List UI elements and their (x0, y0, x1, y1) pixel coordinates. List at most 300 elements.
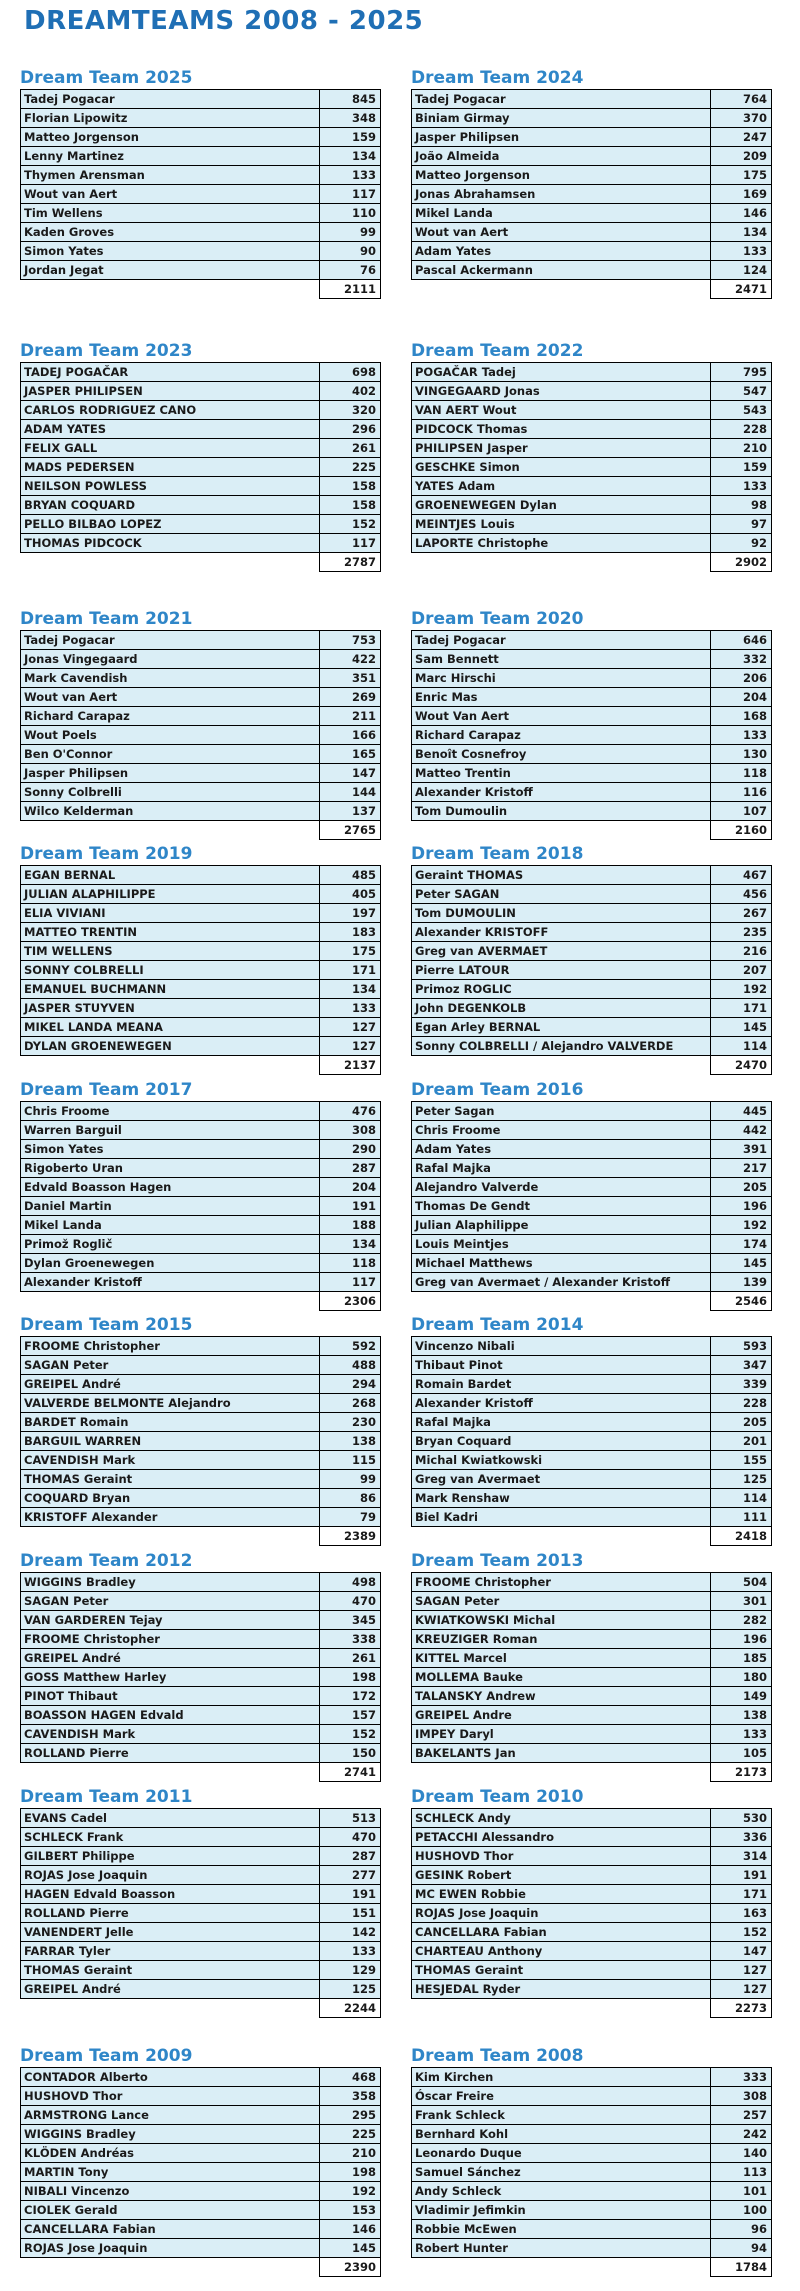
rider-row (412, 458, 772, 477)
team-total: 2470 (711, 1056, 772, 1075)
rider-points: 209 (711, 147, 772, 166)
rider-name: Benoît Cosnefroy (412, 745, 711, 764)
rider-row (21, 1254, 381, 1273)
rider-points: 296 (320, 420, 381, 439)
rider-points: 175 (711, 166, 772, 185)
team-total: 2244 (320, 1999, 381, 2018)
rider-name: Enric Mas (412, 688, 711, 707)
rider-points: 101 (711, 2182, 772, 2201)
roster-table (411, 2067, 772, 2277)
rider-row (21, 1961, 381, 1980)
rider-points: 92 (711, 534, 772, 553)
rider-name: PELLO BILBAO LOPEZ (21, 515, 320, 534)
rider-name: EMANUEL BUCHMANN (21, 980, 320, 999)
rider-name: KWIATKOWSKI Michal (412, 1611, 711, 1630)
rider-row (412, 1140, 772, 1159)
rider-name: Pierre LATOUR (412, 961, 711, 980)
rider-row (412, 923, 772, 942)
rider-points: 158 (320, 496, 381, 515)
rider-points: 175 (320, 942, 381, 961)
rider-row (412, 1904, 772, 1923)
rider-points: 152 (320, 515, 381, 534)
rider-name: Rigoberto Uran (21, 1159, 320, 1178)
rider-name: ROLLAND Pierre (21, 1904, 320, 1923)
total-spacer (412, 1999, 711, 2018)
rider-row (412, 1980, 772, 1999)
rider-row (21, 1508, 381, 1527)
rider-name: HUSHOVD Thor (21, 2087, 320, 2106)
rider-row (21, 1102, 381, 1121)
rider-name: MOLLEMA Bauke (412, 1668, 711, 1687)
rider-row (412, 1942, 772, 1961)
rider-points: 191 (320, 1885, 381, 1904)
rider-name: Tom Dumoulin (412, 802, 711, 821)
total-spacer (412, 2258, 711, 2277)
rider-points: 332 (711, 650, 772, 669)
rider-row (412, 2068, 772, 2087)
rider-row (21, 707, 381, 726)
team-section (20, 1551, 380, 1782)
rider-row (412, 1254, 772, 1273)
rider-row (412, 961, 772, 980)
rider-points: 155 (711, 1451, 772, 1470)
rider-points: 201 (711, 1432, 772, 1451)
rider-points: 753 (320, 631, 381, 650)
rider-name: VAN AERT Wout (412, 401, 711, 420)
rider-points: 127 (711, 1980, 772, 1999)
rider-row (412, 1961, 772, 1980)
team-title: Dream Team 2024 (411, 68, 584, 88)
rider-row (21, 1809, 381, 1828)
rider-points: 795 (711, 363, 772, 382)
rider-row (21, 1744, 381, 1763)
rider-name: MC EWEN Robbie (412, 1885, 711, 1904)
rider-row (412, 166, 772, 185)
rider-points: 138 (711, 1706, 772, 1725)
rider-points: 301 (711, 1592, 772, 1611)
rider-row (21, 1942, 381, 1961)
rider-row (21, 363, 381, 382)
rider-name: Alexander Kristoff (412, 783, 711, 802)
rider-name: Greg van AVERMAET (412, 942, 711, 961)
rider-row (21, 885, 381, 904)
rider-row (412, 515, 772, 534)
rider-row (21, 1451, 381, 1470)
rider-name: Richard Carapaz (412, 726, 711, 745)
rider-row (412, 885, 772, 904)
rider-row (412, 669, 772, 688)
rider-row (21, 1432, 381, 1451)
rider-points: 210 (711, 439, 772, 458)
rider-name: FARRAR Tyler (21, 1942, 320, 1961)
rider-points: 593 (711, 1337, 772, 1356)
rider-row (412, 2144, 772, 2163)
rider-points: 333 (711, 2068, 772, 2087)
rider-row (21, 534, 381, 553)
rider-points: 79 (320, 1508, 381, 1527)
rider-row (21, 802, 381, 821)
rider-name: Thibaut Pinot (412, 1356, 711, 1375)
rider-name: YATES Adam (412, 477, 711, 496)
rider-name: Julian Alaphilippe (412, 1216, 711, 1235)
rider-points: 129 (320, 1961, 381, 1980)
rider-row (21, 1216, 381, 1235)
rider-row (21, 1159, 381, 1178)
rider-row (21, 1121, 381, 1140)
rider-row (21, 669, 381, 688)
rider-name: ARMSTRONG Lance (21, 2106, 320, 2125)
rider-name: WIGGINS Bradley (21, 1573, 320, 1592)
rider-points: 133 (320, 166, 381, 185)
rider-points: 133 (320, 999, 381, 1018)
rider-points: 216 (711, 942, 772, 961)
rider-row (412, 1828, 772, 1847)
rider-name: Egan Arley BERNAL (412, 1018, 711, 1037)
rider-name: FROOME Christopher (21, 1630, 320, 1649)
rider-points: 110 (320, 204, 381, 223)
rider-points: 115 (320, 1451, 381, 1470)
team-title: Dream Team 2018 (411, 844, 584, 864)
rider-name: Michal Kwiatkowski (412, 1451, 711, 1470)
rider-row (21, 1197, 381, 1216)
rider-name: Samuel Sánchez (412, 2163, 711, 2182)
rider-name: Tom DUMOULIN (412, 904, 711, 923)
team-section (20, 609, 380, 840)
rider-name: Andy Schleck (412, 2182, 711, 2201)
team-section (411, 2046, 771, 2277)
rider-row (21, 166, 381, 185)
rider-points: 139 (711, 1273, 772, 1292)
team-title: Dream Team 2023 (20, 341, 193, 361)
team-title: Dream Team 2008 (411, 2046, 584, 2066)
rider-row (21, 2220, 381, 2239)
total-row (21, 280, 381, 299)
rider-row (21, 2201, 381, 2220)
rider-row (412, 1432, 772, 1451)
rider-name: Vladimir Jefimkin (412, 2201, 711, 2220)
rider-points: 197 (320, 904, 381, 923)
rider-points: 134 (711, 223, 772, 242)
total-spacer (21, 553, 320, 572)
rider-row (21, 1725, 381, 1744)
rider-row (412, 980, 772, 999)
rider-name: Greg van Avermaet (412, 1470, 711, 1489)
rider-points: 118 (711, 764, 772, 783)
rider-name: MADS PEDERSEN (21, 458, 320, 477)
rider-points: 485 (320, 866, 381, 885)
rider-name: TALANSKY Andrew (412, 1687, 711, 1706)
team-title: Dream Team 2022 (411, 341, 584, 361)
rider-row (412, 1687, 772, 1706)
rider-name: Jasper Philipsen (412, 128, 711, 147)
rider-row (412, 1102, 772, 1121)
total-spacer (21, 2258, 320, 2277)
rider-name: Tadej Pogacar (21, 631, 320, 650)
rider-row (412, 204, 772, 223)
rider-points: 235 (711, 923, 772, 942)
roster-table (411, 1101, 772, 1311)
team-section (20, 2046, 380, 2277)
rider-name: TIM WELLENS (21, 942, 320, 961)
rider-name: Chris Froome (412, 1121, 711, 1140)
rider-name: Marc Hirschi (412, 669, 711, 688)
rider-name: FELIX GALL (21, 439, 320, 458)
rider-name: NEILSON POWLESS (21, 477, 320, 496)
rider-name: Mark Cavendish (21, 669, 320, 688)
rider-name: John DEGENKOLB (412, 999, 711, 1018)
rider-name: Tim Wellens (21, 204, 320, 223)
rider-row (21, 942, 381, 961)
rider-points: 191 (711, 1866, 772, 1885)
rider-points: 165 (320, 745, 381, 764)
rider-points: 370 (711, 109, 772, 128)
rider-row (21, 477, 381, 496)
team-total: 2111 (320, 280, 381, 299)
rider-name: Alexander Kristoff (412, 1394, 711, 1413)
team-total: 2273 (711, 1999, 772, 2018)
roster-table (20, 1808, 381, 2018)
rider-points: 338 (320, 1630, 381, 1649)
rider-row (412, 1018, 772, 1037)
rider-points: 147 (320, 764, 381, 783)
rider-row (21, 999, 381, 1018)
total-row (21, 1999, 381, 2018)
rider-points: 158 (320, 477, 381, 496)
rider-name: THOMAS Geraint (21, 1961, 320, 1980)
total-row (412, 1056, 772, 1075)
rider-row (412, 242, 772, 261)
rider-name: GESINK Robert (412, 1866, 711, 1885)
roster-table (411, 630, 772, 840)
rider-row (412, 2220, 772, 2239)
rider-name: GREIPEL André (21, 1375, 320, 1394)
rider-row (412, 1668, 772, 1687)
rider-points: 358 (320, 2087, 381, 2106)
rider-row (412, 726, 772, 745)
rider-name: Edvald Boasson Hagen (21, 1178, 320, 1197)
rider-name: Sonny Colbrelli (21, 783, 320, 802)
rider-name: CANCELLARA Fabian (21, 2220, 320, 2239)
team-total: 2765 (320, 821, 381, 840)
rider-row (412, 1744, 772, 1763)
total-row (21, 553, 381, 572)
page-title: DREAMTEAMS 2008 - 2025 (24, 6, 424, 36)
rider-name: Mark Renshaw (412, 1489, 711, 1508)
rider-points: 183 (320, 923, 381, 942)
rider-name: CHARTEAU Anthony (412, 1942, 711, 1961)
rider-row (412, 745, 772, 764)
rider-name: HUSHOVD Thor (412, 1847, 711, 1866)
rider-name: FROOME Christopher (21, 1337, 320, 1356)
team-section (20, 844, 380, 1075)
rider-row (21, 515, 381, 534)
rider-name: Peter Sagan (412, 1102, 711, 1121)
rider-name: POGAČAR Tadej (412, 363, 711, 382)
rider-name: Primož Roglič (21, 1235, 320, 1254)
rider-name: Alexander Kristoff (21, 1273, 320, 1292)
rider-row (412, 534, 772, 553)
rider-row (412, 363, 772, 382)
rider-row (412, 904, 772, 923)
team-title: Dream Team 2009 (20, 2046, 193, 2066)
rider-name: Mikel Landa (21, 1216, 320, 1235)
rider-row (412, 802, 772, 821)
rider-row (412, 2182, 772, 2201)
total-spacer (21, 821, 320, 840)
rider-name: Bryan Coquard (412, 1432, 711, 1451)
total-row (412, 2258, 772, 2277)
rider-points: 114 (711, 1037, 772, 1056)
total-spacer (21, 280, 320, 299)
rider-points: 530 (711, 1809, 772, 1828)
rider-points: 124 (711, 261, 772, 280)
rider-points: 257 (711, 2106, 772, 2125)
rider-name: MARTIN Tony (21, 2163, 320, 2182)
team-total: 2389 (320, 1527, 381, 1546)
total-spacer (21, 1527, 320, 1546)
team-section (20, 1080, 380, 1311)
rider-points: 282 (711, 1611, 772, 1630)
total-row (412, 280, 772, 299)
rider-points: 137 (320, 802, 381, 821)
rider-points: 196 (711, 1630, 772, 1649)
rider-name: PHILIPSEN Jasper (412, 439, 711, 458)
rider-row (412, 1273, 772, 1292)
rider-row (21, 1178, 381, 1197)
rider-row (21, 185, 381, 204)
rider-name: Kaden Groves (21, 223, 320, 242)
rider-row (21, 242, 381, 261)
rider-points: 543 (711, 401, 772, 420)
rider-row (21, 2106, 381, 2125)
rider-row (412, 1216, 772, 1235)
rider-points: 205 (711, 1413, 772, 1432)
rider-row (21, 1592, 381, 1611)
rider-name: GOSS Matthew Harley (21, 1668, 320, 1687)
rider-row (412, 420, 772, 439)
roster-table (411, 362, 772, 572)
rider-name: Matteo Trentin (412, 764, 711, 783)
rider-row (21, 1611, 381, 1630)
rider-row (412, 128, 772, 147)
rider-points: 157 (320, 1706, 381, 1725)
rider-name: Rafal Majka (412, 1159, 711, 1178)
rider-name: CIOLEK Gerald (21, 2201, 320, 2220)
rider-row (412, 1470, 772, 1489)
rider-points: 204 (320, 1178, 381, 1197)
rider-points: 152 (320, 1725, 381, 1744)
rider-points: 269 (320, 688, 381, 707)
rider-name: João Almeida (412, 147, 711, 166)
rider-points: 116 (711, 783, 772, 802)
rider-name: CAVENDISH Mark (21, 1451, 320, 1470)
rider-points: 134 (320, 147, 381, 166)
rider-points: 339 (711, 1375, 772, 1394)
rider-name: Simon Yates (21, 1140, 320, 1159)
rider-points: 405 (320, 885, 381, 904)
rider-name: Sonny COLBRELLI / Alejandro VALVERDE (412, 1037, 711, 1056)
rider-name: Lenny Martinez (21, 147, 320, 166)
rider-row (21, 2087, 381, 2106)
team-section (411, 1315, 771, 1546)
rider-points: 134 (320, 1235, 381, 1254)
rider-row (412, 401, 772, 420)
rider-name: Peter SAGAN (412, 885, 711, 904)
team-title: Dream Team 2015 (20, 1315, 193, 1335)
rider-points: 180 (711, 1668, 772, 1687)
rider-name: CANCELLARA Fabian (412, 1923, 711, 1942)
roster-table (20, 362, 381, 572)
rider-row (21, 1375, 381, 1394)
rider-points: 345 (320, 1611, 381, 1630)
rider-points: 117 (320, 185, 381, 204)
rider-points: 191 (320, 1197, 381, 1216)
rider-name: BARGUIL WARREN (21, 1432, 320, 1451)
rider-name: Pascal Ackermann (412, 261, 711, 280)
team-section (20, 1315, 380, 1546)
rider-name: Biniam Girmay (412, 109, 711, 128)
rider-points: 90 (320, 242, 381, 261)
rider-points: 287 (320, 1159, 381, 1178)
rider-name: Wout Van Aert (412, 707, 711, 726)
rider-name: LAPORTE Christophe (412, 534, 711, 553)
rider-points: 149 (711, 1687, 772, 1706)
rider-points: 188 (320, 1216, 381, 1235)
rider-name: PETACCHI Alessandro (412, 1828, 711, 1847)
rider-row (412, 2163, 772, 2182)
rider-points: 171 (711, 1885, 772, 1904)
total-row (412, 553, 772, 572)
team-total: 1784 (711, 2258, 772, 2277)
rider-row (21, 1923, 381, 1942)
rider-name: NIBALI Vincenzo (21, 2182, 320, 2201)
roster-table (20, 1101, 381, 1311)
rider-name: Adam Yates (412, 242, 711, 261)
rider-points: 294 (320, 1375, 381, 1394)
rider-points: 133 (711, 726, 772, 745)
rider-points: 113 (711, 2163, 772, 2182)
rider-name: JULIAN ALAPHILIPPE (21, 885, 320, 904)
total-row (21, 1763, 381, 1782)
rider-name: Wout van Aert (412, 223, 711, 242)
rider-row (412, 1178, 772, 1197)
rider-points: 488 (320, 1356, 381, 1375)
rider-row (21, 961, 381, 980)
rider-points: 320 (320, 401, 381, 420)
rider-name: CARLOS RODRIGUEZ CANO (21, 401, 320, 420)
rider-name: Vincenzo Nibali (412, 1337, 711, 1356)
rider-points: 198 (320, 1668, 381, 1687)
rider-name: VAN GARDEREN Tejay (21, 1611, 320, 1630)
rider-row (412, 382, 772, 401)
rider-row (412, 1573, 772, 1592)
rider-name: Daniel Martin (21, 1197, 320, 1216)
rider-name: VINGEGAARD Jonas (412, 382, 711, 401)
rider-points: 99 (320, 1470, 381, 1489)
rider-name: Biel Kadri (412, 1508, 711, 1527)
rider-points: 97 (711, 515, 772, 534)
rider-row (21, 1413, 381, 1432)
rider-name: GILBERT Philippe (21, 1847, 320, 1866)
rider-name: Jordan Jegat (21, 261, 320, 280)
rider-row (412, 2106, 772, 2125)
rider-row (412, 1337, 772, 1356)
rider-name: Wout Poels (21, 726, 320, 745)
rider-points: 391 (711, 1140, 772, 1159)
rider-name: KRISTOFF Alexander (21, 1508, 320, 1527)
rider-name: KLÖDEN Andréas (21, 2144, 320, 2163)
rider-row (21, 261, 381, 280)
